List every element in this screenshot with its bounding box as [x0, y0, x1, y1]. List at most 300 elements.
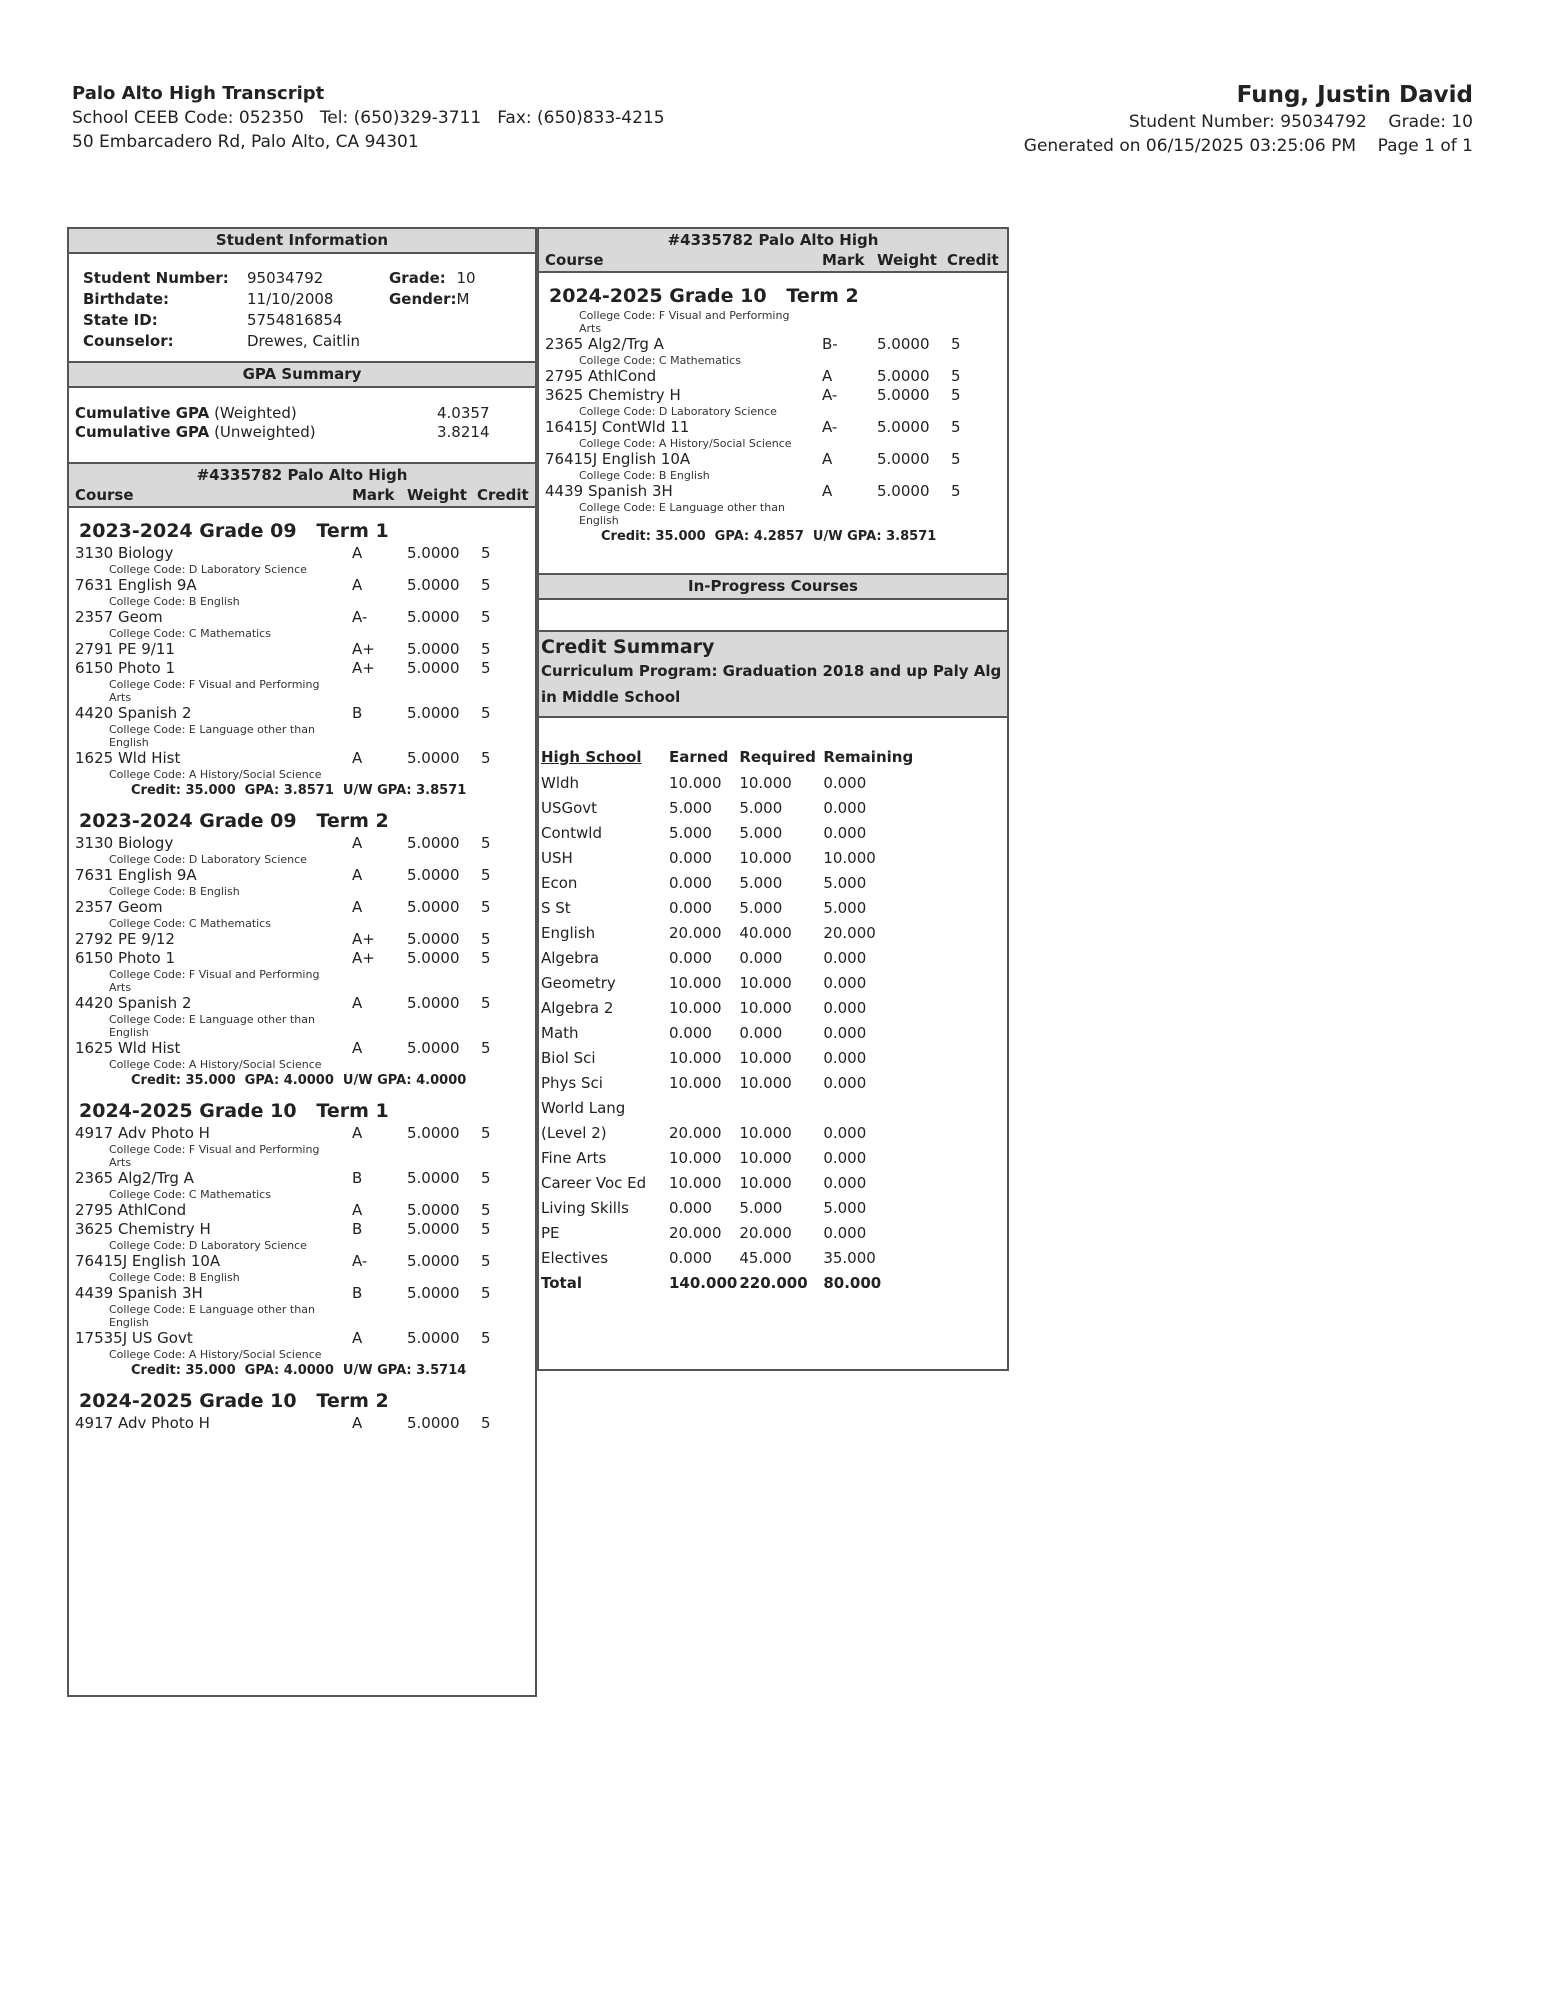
course-row — [539, 418, 1007, 437]
course-weight: 5.0000 — [407, 1201, 460, 1219]
label: Gender: — [389, 289, 457, 308]
right-column — [537, 227, 1009, 1371]
college-code: College Code: F Visual and Performing Arts — [109, 968, 320, 994]
earned: 0.000 — [669, 848, 712, 867]
gpa-weighted: 4.0357 — [437, 404, 490, 422]
term-block — [69, 1100, 535, 1378]
course-mark: A — [352, 1124, 363, 1142]
course-credit: 5 — [951, 450, 961, 468]
college-code: College Code: E Language other than English — [109, 1013, 315, 1039]
credit-summary-header — [539, 632, 1007, 718]
credit-row — [539, 845, 913, 870]
course-row — [69, 1039, 535, 1058]
course-weight: 5.0000 — [407, 704, 460, 722]
school-name: #4335782 Palo Alto High — [196, 466, 408, 484]
credit-summary-table — [539, 744, 913, 1295]
college-code: College Code: F Visual and Performing Arts — [579, 309, 790, 335]
gpa-unweighted-row — [75, 423, 529, 442]
course-weight: 5.0000 — [877, 450, 930, 468]
credit-row — [539, 1245, 913, 1270]
remaining: 0.000 — [823, 948, 867, 967]
course-credit: 5 — [481, 949, 491, 967]
area-name: USH — [541, 848, 573, 867]
earned: 0.000 — [669, 948, 712, 967]
earned: 0.000 — [669, 1248, 712, 1267]
required: 5.000 — [739, 898, 783, 917]
area-name: Career Voc Ed — [541, 1173, 647, 1192]
course-name: 4917 Adv Photo H — [75, 1124, 210, 1142]
credit-row — [539, 1070, 913, 1095]
remaining — [821, 1095, 913, 1120]
course-name: 2791 PE 9/11 — [75, 640, 175, 658]
student-header — [1024, 80, 1473, 158]
course-weight: 5.0000 — [407, 749, 460, 767]
course-row — [69, 1124, 535, 1143]
col-required: Required — [739, 748, 816, 766]
course-row — [69, 866, 535, 885]
area-name: Math — [541, 1023, 579, 1042]
course-weight: 5.0000 — [407, 1039, 460, 1057]
college-code: College Code: E Language other than English — [109, 723, 315, 749]
course-credit: 5 — [481, 1329, 491, 1347]
course-weight: 5.0000 — [407, 659, 460, 677]
col-course: Course — [75, 486, 134, 504]
grade: 10 — [456, 268, 476, 287]
remaining: 0.000 — [823, 823, 867, 842]
required: 20.000 — [739, 1223, 792, 1242]
course-row — [539, 450, 1007, 469]
remaining: 0.000 — [823, 1148, 867, 1167]
course-mark: B — [352, 704, 363, 722]
area-name: Algebra — [541, 948, 600, 967]
required: 10.000 — [739, 1148, 792, 1167]
term-title: 2024-2025 Grade 10 Term 2 — [79, 1390, 389, 1412]
college-code: College Code: A History/Social Science — [579, 437, 792, 450]
course-credit: 5 — [481, 930, 491, 948]
course-credit: 5 — [951, 335, 961, 353]
course-mark: A — [352, 1201, 363, 1219]
earned: 0.000 — [669, 898, 712, 917]
in-progress-body — [539, 600, 1007, 632]
course-name: 3130 Biology — [75, 544, 174, 562]
course-mark: A — [822, 367, 833, 385]
area-name: S St — [541, 898, 571, 917]
remaining: 0.000 — [823, 1173, 867, 1192]
course-credit: 5 — [481, 704, 491, 722]
course-mark: A — [822, 482, 833, 500]
course-credit: 5 — [481, 866, 491, 884]
course-mark: A+ — [352, 930, 375, 948]
earned: 10.000 — [669, 1173, 722, 1192]
course-name: 4420 Spanish 2 — [75, 994, 192, 1012]
course-mark: A — [352, 576, 363, 594]
col-mark: Mark — [822, 251, 865, 269]
total-remaining: 80.000 — [823, 1273, 882, 1292]
school-contact-line — [72, 106, 665, 130]
area-name: USGovt — [541, 798, 598, 817]
student-number-grade: Student Number: 95034792 Grade: 10 — [1128, 112, 1473, 132]
remaining: 5.000 — [823, 1198, 867, 1217]
course-name: 1625 Wld Hist — [75, 1039, 181, 1057]
course-mark: B- — [822, 335, 838, 353]
course-row — [69, 1252, 535, 1271]
generated-line: Generated on 06/15/2025 03:25:06 PM Page 1 of 1 — [1023, 136, 1473, 156]
label: (Weighted) — [209, 404, 297, 422]
credit-row — [539, 1120, 913, 1145]
remaining: 0.000 — [823, 1123, 867, 1142]
course-row — [69, 704, 535, 723]
course-credit: 5 — [481, 749, 491, 767]
course-row — [539, 482, 1007, 501]
course-row — [539, 386, 1007, 405]
remaining: 5.000 — [823, 898, 867, 917]
earned: 5.000 — [669, 798, 712, 817]
course-name: 6150 Photo 1 — [75, 949, 176, 967]
label: Birthdate: — [83, 289, 170, 308]
area-name: Geometry — [541, 973, 616, 992]
area-name: Electives — [541, 1248, 609, 1267]
course-name: 2357 Geom — [75, 608, 163, 626]
label: Counselor: — [83, 331, 174, 350]
course-credit: 5 — [481, 544, 491, 562]
earned — [667, 1095, 737, 1120]
state-id: 5754816854 — [247, 310, 343, 329]
required: 10.000 — [739, 1048, 792, 1067]
area-name: PE — [541, 1223, 560, 1242]
credit-row — [539, 820, 913, 845]
course-name: 4917 Adv Photo H — [75, 1414, 210, 1432]
remaining: 0.000 — [823, 798, 867, 817]
credit-row — [539, 920, 913, 945]
remaining: 0.000 — [823, 1048, 867, 1067]
course-table-header — [69, 462, 535, 508]
course-credit: 5 — [481, 834, 491, 852]
gpa-unweighted: 3.8214 — [437, 423, 490, 441]
term-block — [69, 520, 535, 798]
course-name: 3625 Chemistry H — [75, 1220, 211, 1238]
course-weight: 5.0000 — [407, 1414, 460, 1432]
label: State ID: — [83, 310, 158, 329]
course-row — [69, 1329, 535, 1348]
course-name: 2792 PE 9/12 — [75, 930, 175, 948]
credit-row — [539, 870, 913, 895]
earned: 0.000 — [669, 873, 712, 892]
earned: 0.000 — [669, 1023, 712, 1042]
course-weight: 5.0000 — [407, 1220, 460, 1238]
college-code: College Code: A History/Social Science — [109, 768, 322, 781]
earned: 20.000 — [669, 1223, 722, 1242]
course-row — [539, 335, 1007, 354]
course-weight: 5.0000 — [407, 1252, 460, 1270]
credit-summary-table-wrap — [539, 718, 1007, 1295]
area-name: Algebra 2 — [541, 998, 614, 1017]
course-table-header — [539, 229, 1007, 273]
course-weight: 5.0000 — [407, 834, 460, 852]
course-mark: A+ — [352, 949, 375, 967]
total-label: Total — [541, 1273, 582, 1292]
area-name: World Lang — [541, 1098, 626, 1117]
course-row — [539, 367, 1007, 386]
course-credit: 5 — [481, 576, 491, 594]
course-name: 7631 English 9A — [75, 866, 197, 884]
course-weight: 5.0000 — [877, 367, 930, 385]
term-block — [539, 285, 1007, 544]
course-mark: A+ — [352, 640, 375, 658]
college-code: College Code: C Mathematics — [109, 917, 271, 930]
transcript-title: Palo Alto High Transcript — [72, 83, 325, 104]
birthdate: 11/10/2008 — [247, 289, 334, 308]
college-code: College Code: A History/Social Science — [109, 1348, 322, 1361]
course-weight: 5.0000 — [407, 576, 460, 594]
course-name: 16415J ContWld 11 — [545, 418, 690, 436]
course-credit: 5 — [481, 1201, 491, 1219]
course-credit: 5 — [951, 418, 961, 436]
college-code: College Code: B English — [109, 595, 240, 608]
remaining: 0.000 — [823, 973, 867, 992]
course-credit: 5 — [481, 608, 491, 626]
credit-row — [539, 1195, 913, 1220]
course-mark: B — [352, 1220, 363, 1238]
credit-row — [539, 1220, 913, 1245]
gpa-summary — [69, 388, 535, 462]
course-weight: 5.0000 — [407, 1124, 460, 1142]
earned: 10.000 — [669, 973, 722, 992]
left-term-list — [69, 520, 535, 1433]
col-credit: Credit — [947, 251, 999, 269]
course-weight: 5.0000 — [407, 930, 460, 948]
required: 45.000 — [739, 1248, 792, 1267]
col-weight: Weight — [407, 486, 467, 504]
college-code: College Code: D Laboratory Science — [109, 563, 307, 576]
college-code: College Code: D Laboratory Science — [579, 405, 777, 418]
remaining: 0.000 — [823, 1023, 867, 1042]
area-name: Wldh — [541, 773, 580, 792]
college-code: College Code: B English — [109, 1271, 240, 1284]
course-weight: 5.0000 — [407, 1284, 460, 1302]
course-mark: A — [352, 1039, 363, 1057]
earned: 10.000 — [669, 1148, 722, 1167]
course-weight: 5.0000 — [407, 1329, 460, 1347]
course-row — [69, 949, 535, 968]
credit-row — [539, 1020, 913, 1045]
credit-summary-heading: Credit Summary — [541, 636, 715, 658]
gpa-weighted-row — [75, 404, 529, 423]
student-name: Fung, Justin David — [1236, 82, 1473, 108]
course-mark: A — [352, 749, 363, 767]
course-row — [69, 930, 535, 949]
credit-row — [539, 1045, 913, 1070]
course-name: 4420 Spanish 2 — [75, 704, 192, 722]
left-column — [67, 227, 537, 1697]
course-row — [69, 898, 535, 917]
counselor: Drewes, Caitlin — [247, 331, 361, 350]
course-weight: 5.0000 — [877, 386, 930, 404]
label: Grade: — [389, 268, 446, 287]
term-totals: Credit: 35.000 GPA: 4.0000 U/W GPA: 3.5714 — [131, 1363, 467, 1378]
student-info-table — [83, 267, 476, 351]
course-row — [69, 1284, 535, 1303]
college-code: College Code: D Laboratory Science — [109, 1239, 307, 1252]
course-name: 2365 Alg2/Trg A — [545, 335, 664, 353]
earned: 10.000 — [669, 998, 722, 1017]
course-row — [69, 1201, 535, 1220]
area-name: Contwld — [541, 823, 602, 842]
col-mark: Mark — [352, 486, 395, 504]
remaining: 0.000 — [823, 1223, 867, 1242]
course-mark: A — [352, 994, 363, 1012]
earned: 10.000 — [669, 773, 722, 792]
college-code: College Code: B English — [109, 885, 240, 898]
college-code: College Code: B English — [579, 469, 710, 482]
course-name: 2365 Alg2/Trg A — [75, 1169, 194, 1187]
course-row — [69, 994, 535, 1013]
college-code: College Code: A History/Social Science — [109, 1058, 322, 1071]
area-name: Phys Sci — [541, 1073, 603, 1092]
course-credit: 5 — [481, 898, 491, 916]
term-totals: Credit: 35.000 GPA: 4.2857 U/W GPA: 3.8571 — [601, 529, 937, 544]
credit-row — [539, 970, 913, 995]
course-row — [69, 576, 535, 595]
course-mark: A- — [352, 1252, 368, 1270]
required — [737, 1095, 821, 1120]
college-code: College Code: C Mathematics — [109, 627, 271, 640]
course-name: 3625 Chemistry H — [545, 386, 681, 404]
student-number: 95034792 — [247, 268, 324, 287]
required: 10.000 — [739, 1073, 792, 1092]
course-name: 17535J US Govt — [75, 1329, 193, 1347]
course-row — [69, 640, 535, 659]
course-name: 4439 Spanish 3H — [545, 482, 673, 500]
term-title: 2024-2025 Grade 10 Term 1 — [79, 1100, 389, 1122]
remaining: 0.000 — [823, 773, 867, 792]
school-address: 50 Embarcadero Rd, Palo Alto, CA 94301 — [72, 132, 419, 152]
course-credit: 5 — [481, 1169, 491, 1187]
course-credit: 5 — [481, 1414, 491, 1432]
course-credit: 5 — [481, 1039, 491, 1057]
in-progress-heading: In-Progress Courses — [539, 573, 1007, 600]
course-mark: A- — [352, 608, 368, 626]
credit-row — [539, 1145, 913, 1170]
remaining: 20.000 — [823, 923, 876, 942]
course-mark: A+ — [352, 659, 375, 677]
course-weight: 5.0000 — [877, 482, 930, 500]
course-mark: A — [352, 1414, 363, 1432]
course-weight: 5.0000 — [407, 1169, 460, 1187]
col-high-school: High School — [541, 748, 642, 766]
earned: 10.000 — [669, 1073, 722, 1092]
required: 40.000 — [739, 923, 792, 942]
course-name: 6150 Photo 1 — [75, 659, 176, 677]
remaining: 0.000 — [823, 998, 867, 1017]
required: 5.000 — [739, 873, 783, 892]
course-name: 2357 Geom — [75, 898, 163, 916]
term-totals: Credit: 35.000 GPA: 4.0000 U/W GPA: 4.0000 — [131, 1073, 467, 1088]
course-mark: A — [352, 544, 363, 562]
course-weight: 5.0000 — [407, 866, 460, 884]
label: Cumulative GPA — [75, 404, 210, 422]
course-weight: 5.0000 — [407, 640, 460, 658]
gender: M — [456, 289, 470, 308]
course-weight: 5.0000 — [407, 994, 460, 1012]
required: 0.000 — [739, 948, 783, 967]
course-name: 76415J English 10A — [545, 450, 691, 468]
course-weight: 5.0000 — [877, 335, 930, 353]
course-name: 2795 AthlCond — [545, 367, 657, 385]
course-credit: 5 — [951, 482, 961, 500]
course-row — [69, 749, 535, 768]
course-weight: 5.0000 — [407, 898, 460, 916]
credit-row — [539, 895, 913, 920]
earned: 10.000 — [669, 1048, 722, 1067]
course-row — [69, 608, 535, 627]
course-mark: A- — [822, 386, 838, 404]
required: 10.000 — [739, 848, 792, 867]
credit-row — [539, 1170, 913, 1195]
course-weight: 5.0000 — [407, 608, 460, 626]
remaining: 0.000 — [823, 1073, 867, 1092]
term-title: 2023-2024 Grade 09 Term 2 — [79, 810, 389, 832]
earned: 20.000 — [669, 923, 722, 942]
course-credit: 5 — [481, 994, 491, 1012]
required: 10.000 — [739, 773, 792, 792]
col-credit: Credit — [477, 486, 529, 504]
course-credit: 5 — [951, 367, 961, 385]
area-name: Fine Arts — [541, 1148, 607, 1167]
total-earned: 140.000 — [669, 1273, 738, 1292]
credit-row — [539, 1095, 913, 1120]
course-name: 4439 Spanish 3H — [75, 1284, 203, 1302]
course-name: 3130 Biology — [75, 834, 174, 852]
required: 10.000 — [739, 1123, 792, 1142]
college-code: College Code: D Laboratory Science — [109, 853, 307, 866]
course-mark: A — [352, 834, 363, 852]
course-row — [69, 659, 535, 678]
remaining: 5.000 — [823, 873, 867, 892]
course-mark: A — [352, 898, 363, 916]
col-remaining: Remaining — [823, 748, 914, 766]
course-row — [69, 1414, 535, 1433]
course-name: 76415J English 10A — [75, 1252, 221, 1270]
total-required: 220.000 — [739, 1273, 808, 1292]
course-name: 2795 AthlCond — [75, 1201, 187, 1219]
course-name: 7631 English 9A — [75, 576, 197, 594]
earned: 5.000 — [669, 823, 712, 842]
ceeb-code: School CEEB Code: 052350 — [72, 108, 304, 128]
required: 10.000 — [739, 998, 792, 1017]
col-course: Course — [545, 251, 604, 269]
remaining: 35.000 — [823, 1248, 876, 1267]
course-credit: 5 — [481, 1252, 491, 1270]
required: 5.000 — [739, 1198, 783, 1217]
term-title: 2024-2025 Grade 10 Term 2 — [549, 285, 859, 307]
required: 10.000 — [739, 1173, 792, 1192]
course-weight: 5.0000 — [877, 418, 930, 436]
course-credit: 5 — [481, 1220, 491, 1238]
college-code: College Code: E Language other than English — [579, 501, 785, 527]
school-fax: Fax: (650)833-4215 — [497, 108, 665, 128]
label: Cumulative GPA — [75, 423, 210, 441]
course-credit: 5 — [481, 640, 491, 658]
term-title: 2023-2024 Grade 09 Term 1 — [79, 520, 389, 542]
remaining: 10.000 — [823, 848, 876, 867]
area-name: Biol Sci — [541, 1048, 596, 1067]
credit-row — [539, 795, 913, 820]
course-row — [69, 544, 535, 563]
course-mark: A — [352, 866, 363, 884]
course-row — [69, 1169, 535, 1188]
earned: 0.000 — [669, 1198, 712, 1217]
student-info-heading: Student Information — [69, 229, 535, 254]
